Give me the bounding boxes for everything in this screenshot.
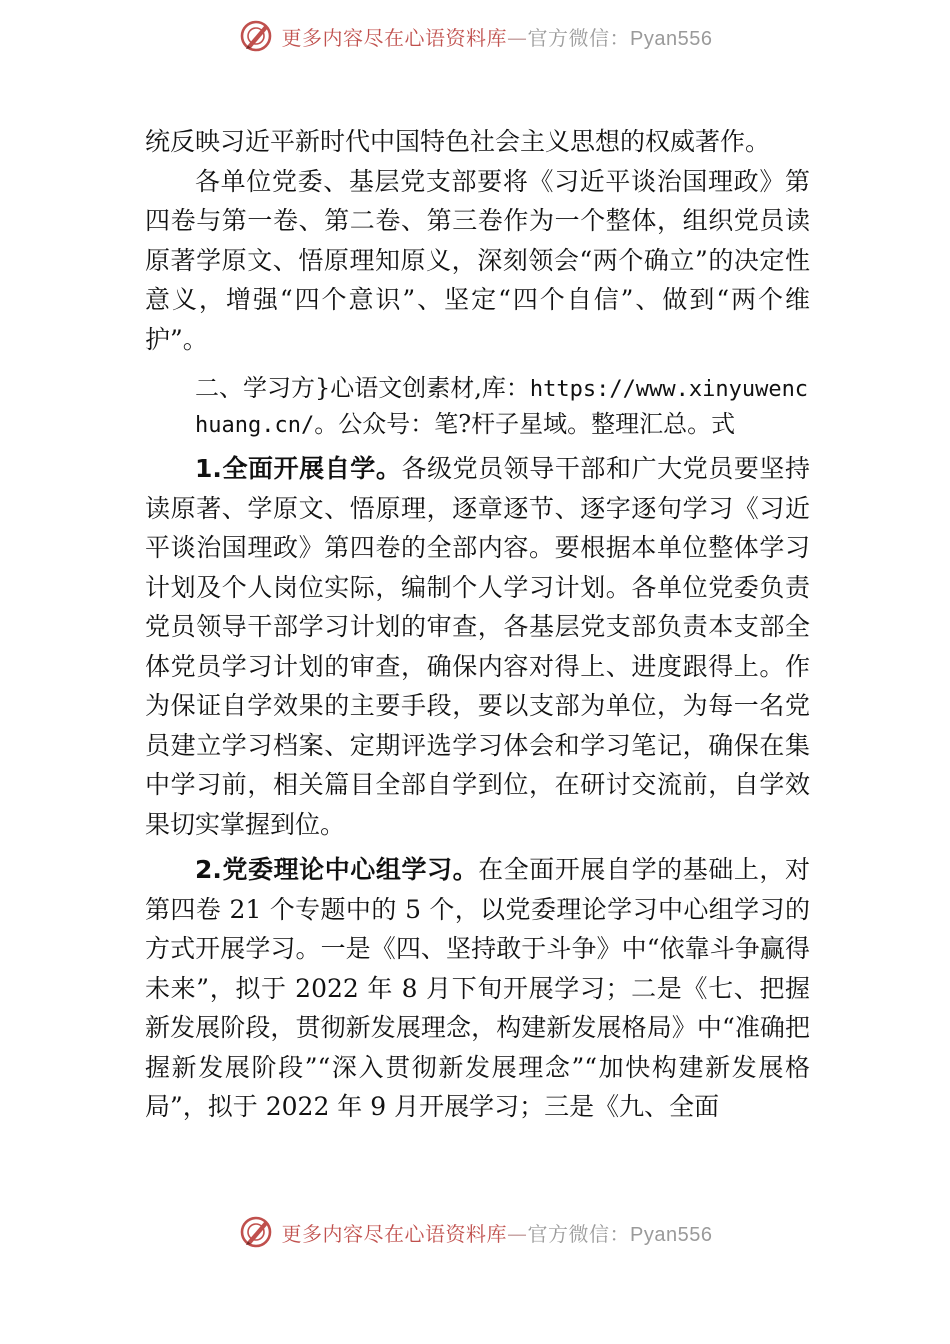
footer-banner — [0, 1212, 950, 1252]
header-wechat-label: 官方微信： — [527, 25, 631, 50]
pen-logo-icon — [238, 1214, 274, 1250]
paragraph-3-url: https://www.xinyuwenchuang.cn/ — [195, 377, 809, 438]
paragraph-3-text-b: 。公众号：笔?杆子星域。整理汇总。式 — [314, 410, 736, 438]
paragraph-4 — [145, 449, 810, 844]
document-body — [145, 122, 810, 1127]
paragraph-3 — [145, 371, 810, 443]
paragraph-4-heading: 1.全面开展自学。 — [195, 454, 402, 483]
header-banner — [0, 16, 950, 56]
footer-promo: 更多内容尽在心语资料库 — [281, 1221, 508, 1246]
header-separator: — — [507, 25, 528, 50]
pen-logo-icon — [238, 18, 274, 54]
paragraph-5-body: 在全面开展自学的基础上，对第四卷 21 个专题中的 5 个，以党委理论学习中心组学习的方式开展学习。一是《四、坚持敢于斗争》中“依靠斗争赢得未来”，拟于 2022 年 8 月下旬开展学习；二是《七、把握新发展阶段，贯彻新发展理念，构建新发展格局》中“准确把握新发展阶段”“深入贯彻新发展理念”“加快构建新发展格局”，拟于 2022 年 9 月开展学习；三是《九、全面 — [145, 855, 810, 1121]
footer-wechat-label: 官方微信： — [527, 1221, 631, 1246]
header-text — [282, 22, 713, 51]
footer-text — [282, 1218, 713, 1247]
paragraph-5-heading: 2.党委理论中心组学习。 — [195, 855, 479, 884]
footer-separator: — — [507, 1221, 528, 1246]
header-wechat-id: Pyan556 — [630, 27, 713, 50]
paragraph-3-text-a: 二、学习方}心语文创素材,库： — [195, 374, 530, 402]
paragraph-4-body: 各级党员领导干部和广大党员要坚持读原著、学原文、悟原理，逐章逐节、逐字逐句学习《习近平谈治国理政》第四卷的全部内容。要根据本单位整体学习计划及个人岗位实际，编制个人学习计划。各单位党委负责党员领导干部学习计划的审查，各基层党支部负责本支部全体党员学习计划的审查，确保内容对得上、进度跟得上。作为保证自学效果的主要手段，要以支部为单位，为每一名党员建立学习档案、定期评选学习体会和学习笔记，确保在集中学习前，相关篇目全部自学到位，在研讨交流前，自学效果切实掌握到位。 — [145, 454, 810, 839]
paragraph-2: 各单位党委、基层党支部要将《习近平谈治国理政》第四卷与第一卷、第二卷、第三卷作为一个整体，组织党员读原著学原文、悟原理知原义，深刻领会“两个确立”的决定性意义，增强“四个意识”、坚定“四个自信”、做到“两个维护”。 — [145, 166, 810, 354]
footer-wechat-id: Pyan556 — [630, 1223, 713, 1246]
paragraph-1: 统反映习近平新时代中国特色社会主义思想的权威著作。 — [145, 127, 771, 156]
paragraph-5 — [145, 850, 810, 1127]
header-promo: 更多内容尽在心语资料库 — [281, 25, 508, 50]
